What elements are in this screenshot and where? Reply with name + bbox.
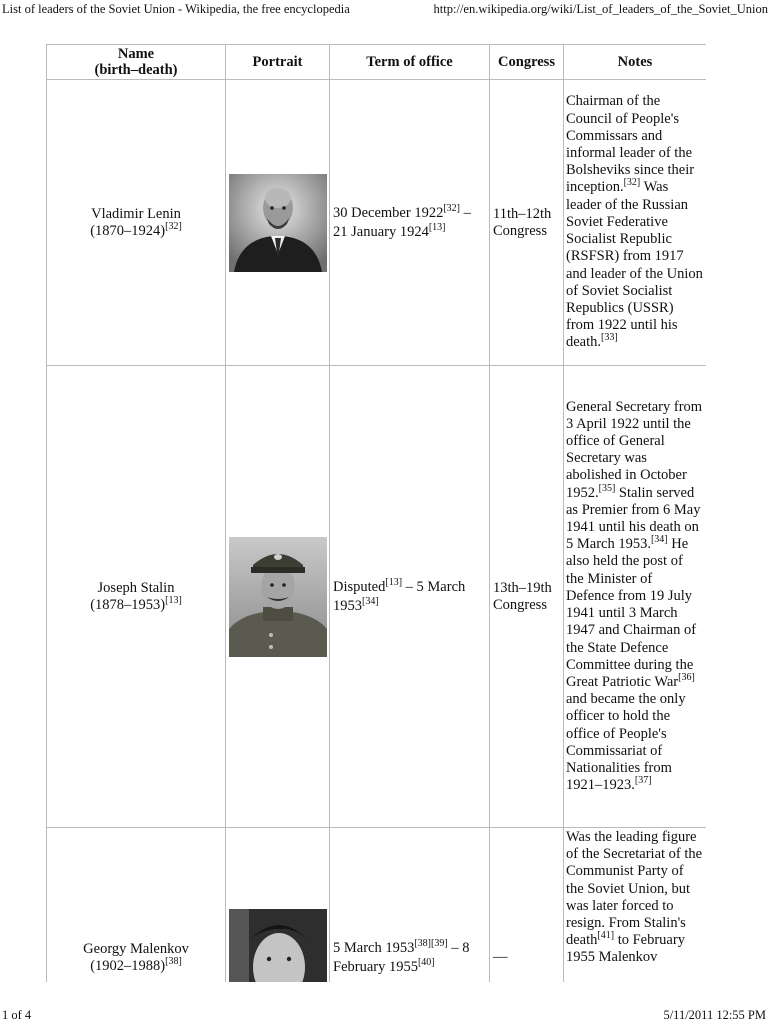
citation-link[interactable]: [32] bbox=[443, 202, 460, 214]
leader-name-cell bbox=[47, 80, 226, 366]
notes-text: to February 1955 Malenkov bbox=[566, 932, 685, 966]
citation-link[interactable]: [36] bbox=[678, 671, 695, 683]
portrait-cell bbox=[226, 366, 330, 828]
table-row bbox=[47, 828, 707, 983]
citation-link[interactable]: [40] bbox=[417, 956, 435, 968]
notes-text: Was leader of the Russian Soviet Federative Socialist Republic (RSFSR) from 1917 and leader of the Union of Soviet Socialist Republics (USSR) from 1922 until his death. bbox=[566, 179, 703, 351]
portrait-cell bbox=[226, 80, 330, 366]
term-start: 5 March 1953 bbox=[333, 939, 415, 956]
lenin-portrait-photo[interactable] bbox=[229, 174, 327, 272]
print-footer bbox=[0, 1006, 768, 1024]
term-end: – 5 March 1953 bbox=[333, 578, 466, 614]
term-cell bbox=[330, 80, 490, 366]
leader-years: (1878–1953) bbox=[90, 596, 166, 613]
column-header-portrait: Portrait bbox=[226, 45, 330, 80]
column-header-term[interactable]: Term of office bbox=[330, 45, 490, 80]
citation-link[interactable]: [35] bbox=[598, 482, 616, 494]
leader-name-link[interactable]: Georgy Malenkov bbox=[83, 940, 189, 957]
portrait-cell bbox=[226, 828, 330, 983]
citation-link[interactable]: [32] bbox=[165, 220, 182, 232]
leaders-table bbox=[46, 44, 706, 982]
page-url[interactable]: http://en.wikipedia.org/wiki/List_of_leaders_of_the_Soviet_Union bbox=[433, 2, 768, 16]
citation-link[interactable]: [13] bbox=[165, 594, 182, 606]
page-number: 1 of 4 bbox=[2, 1008, 32, 1022]
term-cell bbox=[330, 366, 490, 828]
notes-cell bbox=[564, 828, 707, 983]
table-header-row bbox=[47, 45, 707, 80]
leader-name-link[interactable]: Joseph Stalin bbox=[97, 579, 175, 596]
leader-name-cell bbox=[47, 366, 226, 828]
congress-cell: — bbox=[490, 828, 564, 983]
citation-link[interactable]: [38] bbox=[414, 937, 432, 949]
term-end: – 21 January 1924 bbox=[333, 204, 471, 240]
notes-text: Was the leading figure of the Secretariat of the Communist Party of the Soviet Union, but was later forced to resign. From Stalin's death bbox=[566, 829, 703, 949]
column-header-name-line1: Name bbox=[117, 46, 155, 62]
term-end: – 8 February 1955 bbox=[333, 939, 470, 975]
citation-link[interactable]: [41] bbox=[597, 930, 615, 942]
notes-text: and became the only officer to hold the office of People's Commissariat of Nationalities from 1921–1923. bbox=[566, 691, 686, 794]
malenkov-portrait-photo[interactable] bbox=[229, 909, 327, 983]
term-cell bbox=[330, 828, 490, 983]
notes-text: Chairman of the Council of People's Commissars and informal leader of the Bolsheviks since their inception. bbox=[566, 93, 695, 196]
citation-link[interactable]: [13] bbox=[385, 576, 403, 588]
table-row bbox=[47, 366, 707, 828]
term-start: Disputed bbox=[333, 578, 386, 595]
citation-link[interactable]: [34] bbox=[362, 595, 379, 607]
notes-cell bbox=[564, 80, 707, 366]
citation-link[interactable]: [32] bbox=[623, 177, 641, 189]
citation-link[interactable]: [37] bbox=[634, 775, 652, 787]
page-title: List of leaders of the Soviet Union - Wikipedia, the free encyclopedia bbox=[2, 2, 350, 16]
citation-link[interactable]: [33] bbox=[601, 332, 618, 344]
leader-name-link[interactable]: Vladimir Lenin bbox=[91, 205, 181, 222]
leader-name-cell bbox=[47, 828, 226, 983]
citation-link[interactable]: [34] bbox=[650, 534, 668, 546]
notes-cell bbox=[564, 366, 707, 828]
term-start: 30 December 1922 bbox=[333, 204, 444, 221]
print-datetime: 5/11/2011 12:55 PM bbox=[663, 1008, 766, 1022]
congress-cell: 11th–12th Congress bbox=[490, 80, 564, 366]
leader-years: (1870–1924) bbox=[90, 222, 166, 239]
column-header-congress[interactable]: Congress bbox=[490, 45, 564, 80]
table-row bbox=[47, 80, 707, 366]
notes-text: He also held the post of the Minister of Defence from 19 July 1941 until 3 March 1947 and Chairman of the State Defence Committee during the Great Patriotic War bbox=[566, 536, 697, 690]
notes-text: General Secretary from 3 April 1922 until the office of General Secretary was abolished in October 1952. bbox=[566, 398, 703, 501]
print-header bbox=[0, 0, 768, 22]
citation-link[interactable]: [13] bbox=[428, 221, 446, 233]
notes-text: Stalin served as Premier from 6 May 1941 until his death on 5 March 1953. bbox=[566, 484, 701, 553]
citation-link[interactable]: [38] bbox=[165, 955, 182, 967]
column-header-name-line2: (birth–death) bbox=[94, 62, 178, 78]
stalin-portrait-photo[interactable] bbox=[229, 537, 327, 657]
citation-link[interactable]: [39] bbox=[431, 937, 448, 949]
column-header-notes: Notes bbox=[564, 45, 707, 80]
leader-years: (1902–1988) bbox=[90, 957, 166, 974]
column-header-name[interactable] bbox=[47, 45, 226, 80]
congress-cell: 13th–19th Congress bbox=[490, 366, 564, 828]
leaders-table-container bbox=[46, 44, 706, 982]
